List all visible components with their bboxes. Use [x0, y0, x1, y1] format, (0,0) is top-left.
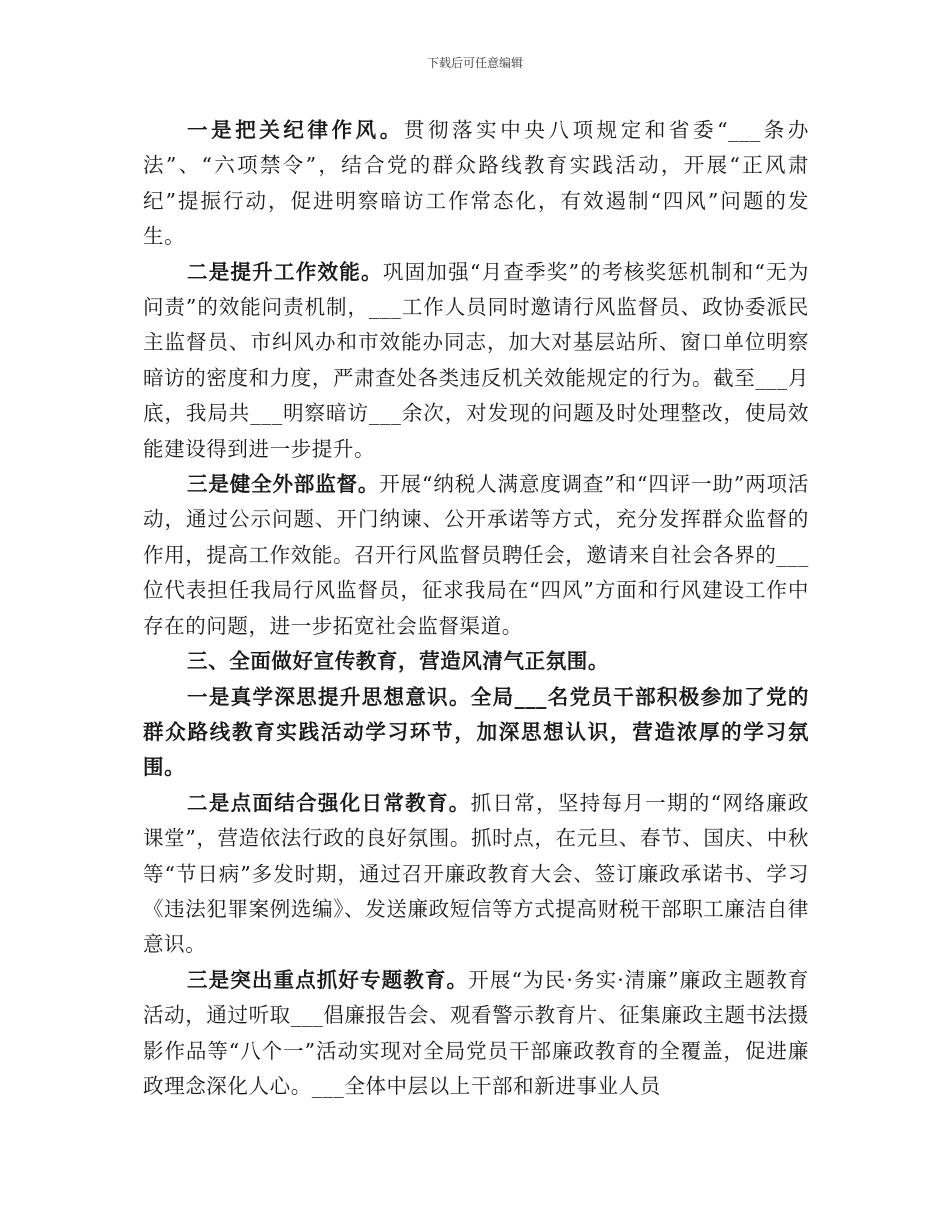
paragraph-efficiency [143, 255, 809, 467]
paragraph-discipline [143, 113, 809, 255]
paragraph-text: 开展“纳税人满意度调查”和“四评一助”两项活动，通过公示问题、开门纳谏、公开承诺等方式，充分发挥群众监督的作用，提高工作效能。召开行风监督员聘任会，邀请来自社会各界的___位代表担任我局行风监督员，征求我局在“四风”方面和行风建设工作中存在的问题，进一步拓宽社会监督渠道。 [143, 472, 809, 638]
section-heading [143, 644, 809, 679]
page-header: 下载后可任意编辑 [426, 56, 523, 70]
paragraph-text: 贯彻落实中央八项规定和省委“___条办法”、“六项禁令”，结合党的群众路线教育实践活动，开展“正风肃纪”提振行动，促进明察暗访工作常态化，有效遏制“四风”问题的发生。 [143, 118, 809, 249]
paragraph-lead: 三是健全外部监督。 [187, 472, 380, 497]
paragraph-lead: 三是突出重点抓好专题教育。 [187, 967, 469, 992]
paragraph-study [143, 680, 809, 786]
paragraph-special-education [143, 963, 809, 1105]
paragraph-lead: 二是提升工作效能。 [187, 259, 383, 284]
paragraph-text: 开展“为民·务实·清廉”廉政主题教育活动，通过听取___倡廉报告会、观看警示教育片、征集廉政主题书法摄影作品等“八个一”活动实现对全局党员干部廉政教育的全覆盖，促进廉政理念深化人心。___全体中层以上干部和新进事业人员 [143, 967, 809, 1098]
paragraph-text: 抓日常，坚持每月一期的“网络廉政课堂”，营造依法行政的良好氛围。抓时点，在元旦、春节、国庆、中秋等“节日病”多发时期，通过召开廉政教育大会、签订廉政承诺书、学习《违法犯罪案例选编》、发送廉政短信等方式提高财税干部职工廉洁自律意识。 [143, 790, 809, 957]
paragraph-text: 巩固加强“月查季奖”的考核奖惩机制和“无为问责”的效能问责机制，___工作人员同时邀请行风监督员、政协委派民主监督员、市纠风办和市效能办同志，加大对基层站所、窗口单位明察暗访的密度和力度，严肃查处各类违反机关效能规定的行为。截至___月底，我局共___明察暗访___余次，对发现的问题及时处理整改，使局效能建设得到进一步提升。 [143, 259, 809, 461]
paragraph-lead: 一是真学深思提升思想意识。全局___名党员干部积极参加了党的群众路线教育实践活动学习环节，加深思想认识，营造浓厚的学习氛围。 [143, 684, 809, 780]
document-body [143, 113, 809, 1104]
section-heading-text: 三、全面做好宣传教育，营造风清气正氛围。 [187, 649, 609, 674]
paragraph-daily-education [143, 786, 809, 963]
paragraph-lead: 一是把关纪律作风。 [187, 118, 404, 142]
paragraph-supervision [143, 467, 809, 644]
paragraph-lead: 二是点面结合强化日常教育。 [187, 790, 471, 815]
